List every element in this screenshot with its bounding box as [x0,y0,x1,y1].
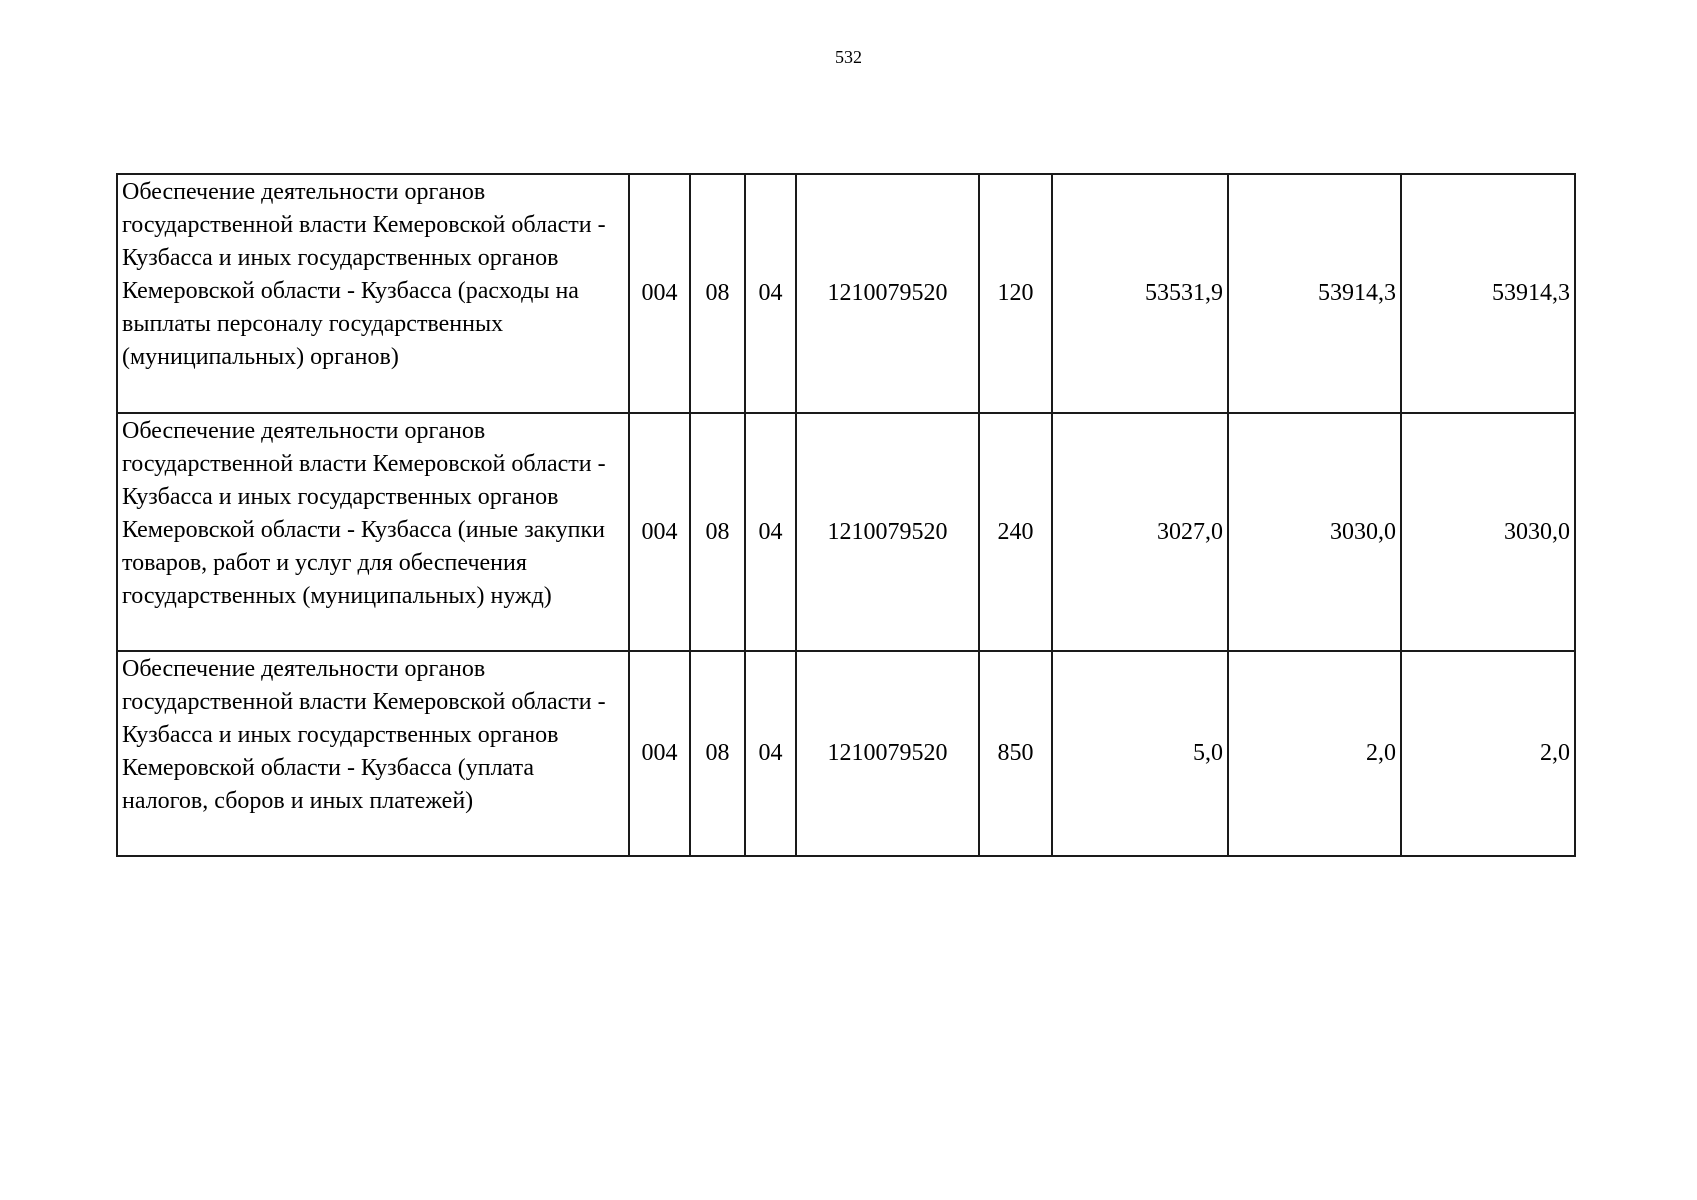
amount-3-cell: 2,0 [1401,651,1575,856]
target-article-cell: 1210079520 [796,651,979,856]
section-code-cell: 08 [690,174,745,413]
amount-1-cell: 5,0 [1052,651,1228,856]
expense-description-cell: Обеспечение деятельности органов государственной власти Кемеровской области - Кузбасса и иных государственных органов Кемеровской области - Кузбасса (расходы на выплаты персоналу государственных (муниципальных) органов) [117,174,629,413]
subsection-code-cell: 04 [745,651,796,856]
target-article-cell: 1210079520 [796,174,979,413]
amount-1-cell: 3027,0 [1052,413,1228,651]
expense-description-cell: Обеспечение деятельности органов государственной власти Кемеровской области - Кузбасса и иных государственных органов Кемеровской области - Кузбасса (уплата налогов, сборов и иных платежей) [117,651,629,856]
ministry-code-cell: 004 [629,174,690,413]
expense-type-cell: 850 [979,651,1052,856]
ministry-code-cell: 004 [629,413,690,651]
amount-3-cell: 53914,3 [1401,174,1575,413]
amount-3-cell: 3030,0 [1401,413,1575,651]
ministry-code-cell: 004 [629,651,690,856]
amount-2-cell: 53914,3 [1228,174,1401,413]
target-article-cell: 1210079520 [796,413,979,651]
amount-2-cell: 3030,0 [1228,413,1401,651]
table-row [117,174,1575,413]
section-code-cell: 08 [690,651,745,856]
subsection-code-cell: 04 [745,174,796,413]
table-row [117,413,1575,651]
table-row [117,651,1575,856]
subsection-code-cell: 04 [745,413,796,651]
expense-type-cell: 120 [979,174,1052,413]
amount-1-cell: 53531,9 [1052,174,1228,413]
section-code-cell: 08 [690,413,745,651]
budget-table [116,173,1576,857]
expense-type-cell: 240 [979,413,1052,651]
page-number: 532 [835,47,862,67]
expense-description-cell: Обеспечение деятельности органов государственной власти Кемеровской области - Кузбасса и иных государственных органов Кемеровской области - Кузбасса (иные закупки товаров, работ и услуг для обеспечения государственных (муниципальных) нужд) [117,413,629,651]
amount-2-cell: 2,0 [1228,651,1401,856]
